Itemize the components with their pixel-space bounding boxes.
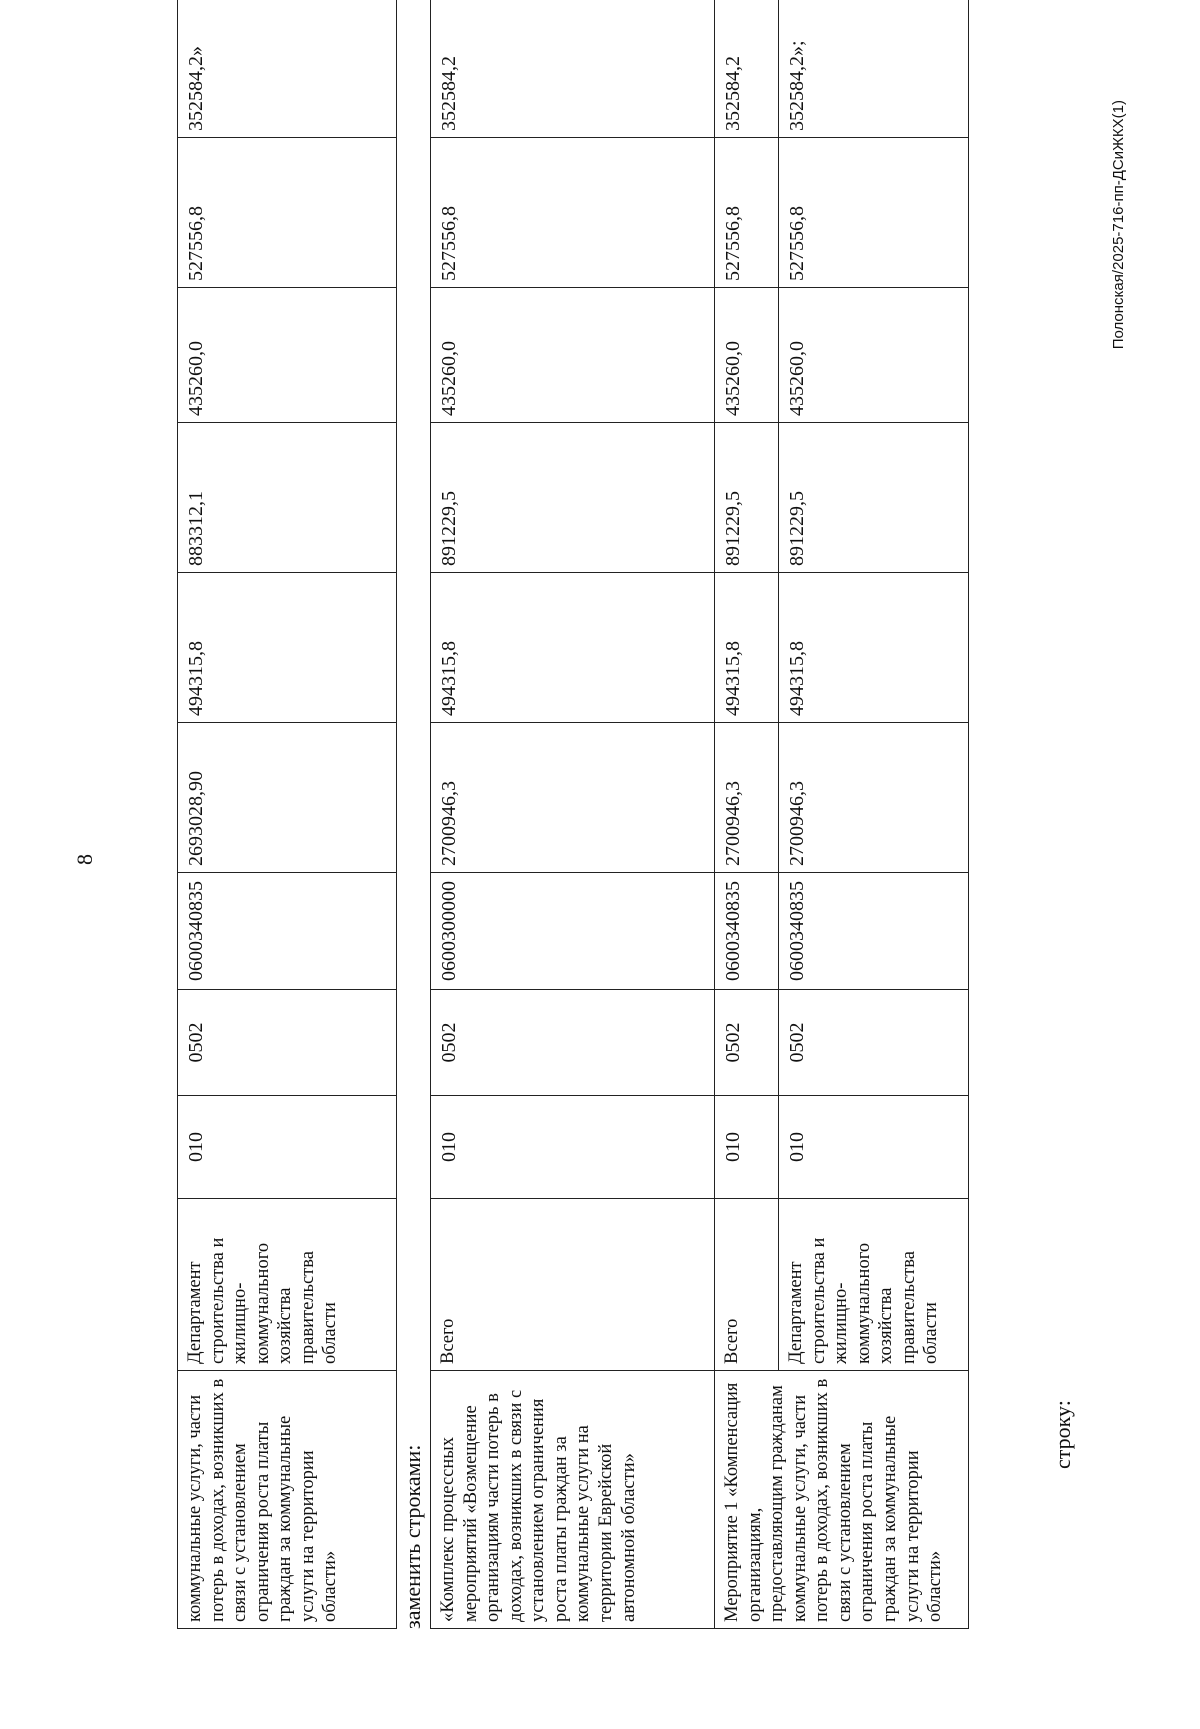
cell-year-2: 891229,5	[779, 423, 969, 573]
cell-year-1: 494315,8	[715, 573, 779, 723]
cell-executor: Всего	[715, 1199, 779, 1371]
cell-grbs: 010	[431, 1096, 715, 1199]
cell-csr: 0600300000	[431, 873, 715, 990]
table-row	[178, 0, 397, 1629]
cell-csr: 0600340835	[178, 873, 397, 990]
cell-total: 2693028,90	[178, 723, 397, 873]
cell-year-2: 891229,5	[431, 423, 715, 573]
budget-table-original	[177, 0, 397, 1629]
cell-rzpr: 0502	[431, 990, 715, 1096]
cell-year-5: 352584,2	[715, 0, 779, 138]
cell-name: коммунальные услуги, части потерь в доходах, возникших в связи с установлением ограничения роста платы граждан за коммунальные услуги на территории области»	[178, 1371, 397, 1629]
cell-total: 2700946,3	[431, 723, 715, 873]
cell-grbs: 010	[715, 1096, 779, 1199]
cell-executor: Департамент строительства и жилищно-коммунального хозяйства правительства области	[779, 1199, 969, 1371]
cell-year-4: 527556,8	[178, 138, 397, 288]
cell-executor: Департамент строительства и жилищно-коммунального хозяйства правительства области	[178, 1199, 397, 1371]
cell-year-1: 494315,8	[431, 573, 715, 723]
cell-year-3: 435260,0	[178, 288, 397, 423]
cell-year-5: 352584,2	[431, 0, 715, 138]
cell-name: Мероприятие 1 «Компенсация организациям, предоставляющим гражданам коммунальные услуги, части потерь в доходах, возникших в связи с установлением ограничения роста платы граждан за коммунальные услуги на территории области»	[715, 1371, 969, 1629]
page-number: 8	[72, 854, 97, 865]
cell-rzpr: 0502	[178, 990, 397, 1096]
cell-year-3: 435260,0	[431, 288, 715, 423]
cell-executor: Всего	[431, 1199, 715, 1371]
cell-year-2: 891229,5	[715, 423, 779, 573]
cell-rzpr: 0502	[715, 990, 779, 1096]
table-row	[715, 0, 779, 1629]
cell-year-4: 527556,8	[779, 138, 969, 288]
cell-total: 2700946,3	[779, 723, 969, 873]
cell-year-4: 527556,8	[715, 138, 779, 288]
cell-grbs: 010	[779, 1096, 969, 1199]
replace-label: заменить строками:	[400, 1444, 425, 1629]
cell-year-1: 494315,8	[779, 573, 969, 723]
cell-rzpr: 0502	[779, 990, 969, 1096]
cell-year-3: 435260,0	[779, 288, 969, 423]
cell-year-5: 352584,2»	[178, 0, 397, 138]
cell-total: 2700946,3	[715, 723, 779, 873]
cell-csr: 0600340835	[715, 873, 779, 990]
cell-grbs: 010	[178, 1096, 397, 1199]
cell-year-2: 883312,1	[178, 423, 397, 573]
cell-year-1: 494315,8	[178, 573, 397, 723]
cell-year-3: 435260,0	[715, 288, 779, 423]
line-label: строку:	[1050, 1400, 1075, 1469]
cell-year-4: 527556,8	[431, 138, 715, 288]
budget-table-replacement	[430, 0, 969, 1629]
cell-csr: 0600340835	[779, 873, 969, 990]
document-footer: Полонская/2025-716-пп-ДСиЖКХ(1)	[1110, 100, 1127, 350]
table-row	[431, 0, 715, 1629]
cell-name: «Комплекс процессных мероприятий «Возмещение организациям части потерь в доходах, возникших в связи с установлением ограничения роста платы граждан за коммунальные услуги на территории Еврейской автономной области»	[431, 1371, 715, 1629]
cell-year-5: 352584,2»;	[779, 0, 969, 138]
